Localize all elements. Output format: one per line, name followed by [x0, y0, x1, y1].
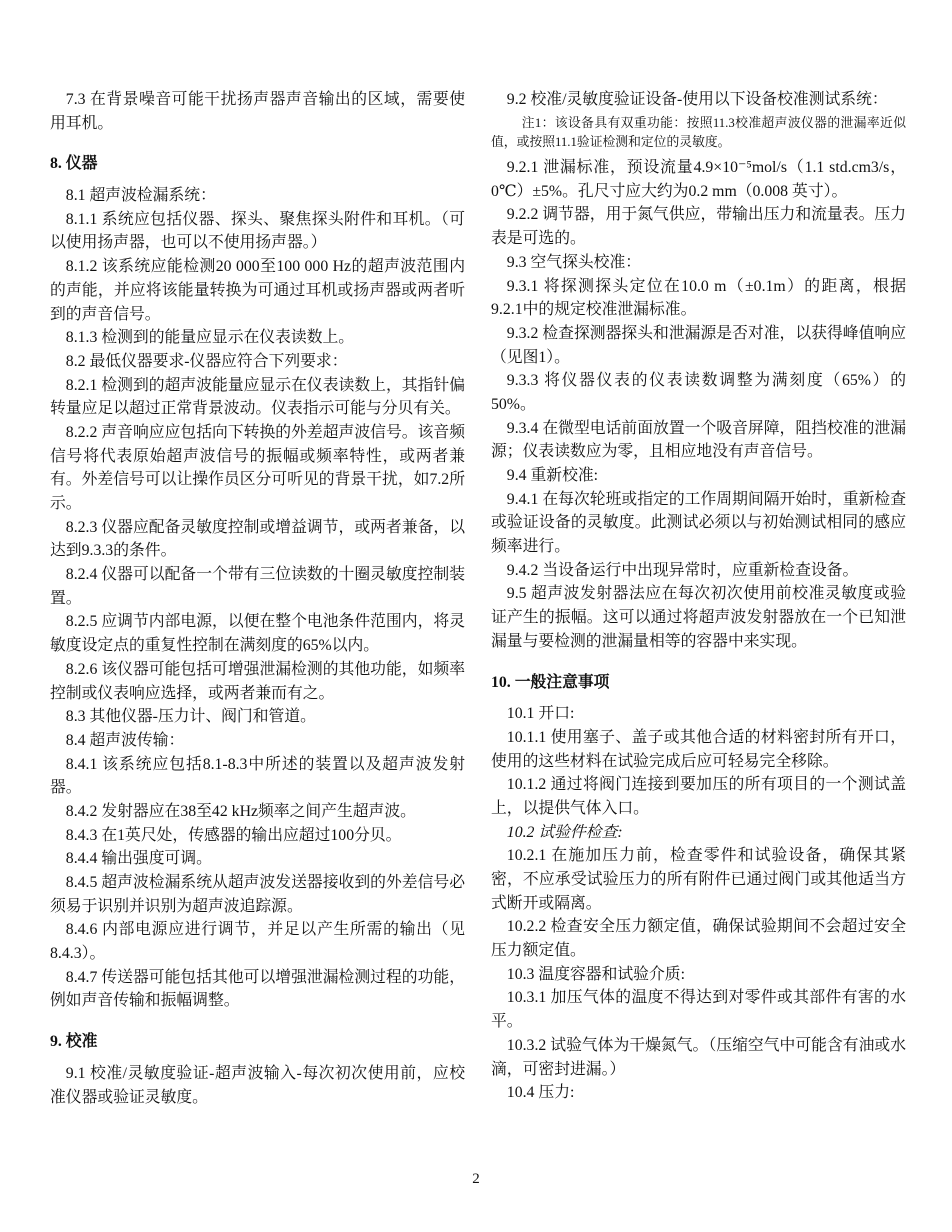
paragraph: 8.1.3 检测到的能量应显示在仪表读数上。 — [65, 329, 355, 347]
paragraph: 9.2 校准/灵敏度验证设备-使用以下设备校准测试系统： — [506, 91, 888, 108]
paragraph: 9.3.2 检查探测器探头和泄漏源是否对准，以获得峰值响应（见图1）。 — [491, 324, 906, 366]
paragraph: 10.4 压力: — [506, 1084, 575, 1102]
right-column — [491, 88, 906, 1105]
paragraph: 8.4.3 在1英尺处，传感器的输出应超过100分贝。 — [65, 826, 402, 844]
paragraph: 8.4.2 发射器应在38至42 kHz频率之间产生超声波。 — [65, 802, 416, 820]
paragraph: 8.2 最低仪器要求-仪器应符合下列要求： — [65, 352, 348, 370]
paragraph: 9.2.1 泄漏标准，预设流量4.9×10⁻⁵mol/s（1.1 std.cm3/s，0℃）±5%。孔尺寸应大约为0.2 mm（0.008 英寸）。 — [491, 159, 906, 200]
paragraph: 8.2.6 该仪器可能包括可增强泄漏检测的其他功能，如频率控制或仪表响应选择，或两者兼而有之。 — [50, 660, 465, 702]
paragraph: 9.3.3 将仪器仪表的仪表读数调整为满刻度（65%）的50%。 — [491, 372, 906, 413]
paragraph: 9.3 空气探头校准： — [506, 253, 642, 271]
paragraph: 9.5 超声波发射器法应在每次初次使用前校准灵敏度或验证产生的振幅。这可以通过将超声波发射器放在一个已知泄漏量与要检测的泄漏量相等的容器中来实现。 — [491, 585, 906, 650]
paragraph: 10.1 开口: — [506, 705, 575, 723]
page-number: 2 — [472, 1171, 480, 1187]
left-column — [50, 88, 465, 1109]
paragraph: 10.2.2 检查安全压力额定值，确保试验期间不会超过安全压力额定值。 — [491, 918, 906, 960]
paragraph: 8.3 其他仪器-压力计、阀门和管道。 — [65, 708, 316, 726]
note-text: 注1：该设备具有双重功能：按照11.3校准超声波仪器的泄漏率近似值，或按照11.1验证检测和定位的灵敏度。 — [491, 115, 906, 149]
two-column-layout — [50, 88, 906, 1109]
paragraph: 8.2.5 应调节内部电源，以便在整个电池条件范围内，将灵敏度设定点的重复性控制在满刻度的65%以内。 — [50, 613, 465, 655]
paragraph: 10.3.1 加压气体的温度不得达到对零件或其部件有害的水平。 — [491, 989, 906, 1031]
paragraph: 9.3.1 将探测探头定位在10.0 m（±0.1m）的距离，根据9.2.1中的规定校准泄漏标准。 — [491, 277, 906, 319]
paragraph: 8.1.2 该系统应能检测20 000至100 000 Hz的超声波范围内的声能，并应将该能量转换为可通过耳机或扬声器或两者听到的声音信号。 — [50, 258, 465, 323]
paragraph: 7.3 在背景噪音可能干扰扬声器声音输出的区域，需要使用耳机。 — [50, 91, 465, 132]
paragraph: 10.2 试验件检查: — [506, 823, 623, 841]
paragraph: 8.2.3 仪器应配备灵敏度控制或增益调节，或两者兼备，以达到9.3.3的条件。 — [50, 518, 465, 560]
paragraph: 8.2.4 仪器可以配备一个带有三位读数的十圈灵敏度控制装置。 — [50, 566, 465, 607]
paragraph: 10.1.2 通过将阀门连接到要加压的所有项目的一个测试盖上，以提供气体入口。 — [491, 776, 906, 817]
section-heading: 8. 仪器 — [50, 155, 98, 173]
paragraph: 9.2.2 调节器，用于氮气供应，带输出压力和流量表。压力表是可选的。 — [491, 206, 906, 248]
paragraph: 8.2.1 检测到的超声波能量应显示在仪表读数上，其指针偏转量应足以超过正常背景波动。仪表指示可能与分贝有关。 — [50, 376, 465, 418]
paragraph: 10.1.1 使用塞子、盖子或其他合适的材料密封所有开口，使用的这些材料在试验完成后应可轻易完全移除。 — [491, 728, 906, 770]
paragraph: 8.4 超声波传输： — [65, 731, 185, 749]
paragraph: 8.4.7 传送器可能包括其他可以增强泄漏检测过程的功能，例如声音传输和振幅调整。 — [50, 968, 465, 1010]
paragraph: 8.4.6 内部电源应进行调节，并足以产生所需的输出（见8.4.3）。 — [50, 921, 465, 963]
paragraph: 8.2.2 声音响应应包括向下转换的外差超声波信号。该音频信号将代表原始超声波信号的振幅或频率特性，或两者兼有。外差信号可以让操作员区分可听见的背景干扰，如7.2所示。 — [50, 423, 465, 512]
paragraph: 10.2.1 在施加压力前，检查零件和试验设备，确保其紧密，不应承受试验压力的所有附件已通过阀门或其他适当方式断开或隔离。 — [491, 847, 906, 912]
section-heading: 10. 一般注意事项 — [491, 673, 610, 691]
paragraph: 8.1 超声波检漏系统： — [65, 187, 216, 205]
paragraph: 8.4.4 输出强度可调。 — [65, 850, 212, 868]
paragraph: 8.1.1 系统应包括仪器、探头、聚焦探头附件和耳机。（可以使用扬声器，也可以不使用扬声器。） — [50, 210, 465, 252]
paragraph: 9.1 校准/灵敏度验证-超声波输入-每次初次使用前，应校准仪器或验证灵敏度。 — [50, 1064, 465, 1106]
paragraph: 8.4.5 超声波检漏系统从超声波发送器接收到的外差信号必须易于识别并识别为超声波追踪源。 — [50, 874, 465, 915]
paragraph: 9.4 重新校准: — [506, 467, 599, 484]
paragraph: 9.4.1 在每次轮班或指定的工作周期间隔开始时，重新检查或验证设备的灵敏度。此测试必须以与初始测试相同的感应频率进行。 — [491, 490, 906, 556]
paragraph: 9.3.4 在微型电话前面放置一个吸音屏障，阻挡校准的泄漏源；仪表读数应为零，且相应地没有声音信号。 — [491, 419, 906, 461]
section-heading: 9. 校准 — [50, 1033, 98, 1051]
paragraph: 10.3.2 试验气体为干燥氮气。（压缩空气中可能含有油或水滴，可密封进漏。） — [491, 1036, 906, 1078]
paragraph: 9.4.2 当设备运行中出现异常时，应重新检查设备。 — [506, 561, 859, 579]
paragraph: 8.4.1 该系统应包括8.1-8.3中所述的装置以及超声波发射器。 — [50, 755, 465, 797]
paragraph: 10.3 温度容器和试验介质: — [506, 965, 685, 983]
